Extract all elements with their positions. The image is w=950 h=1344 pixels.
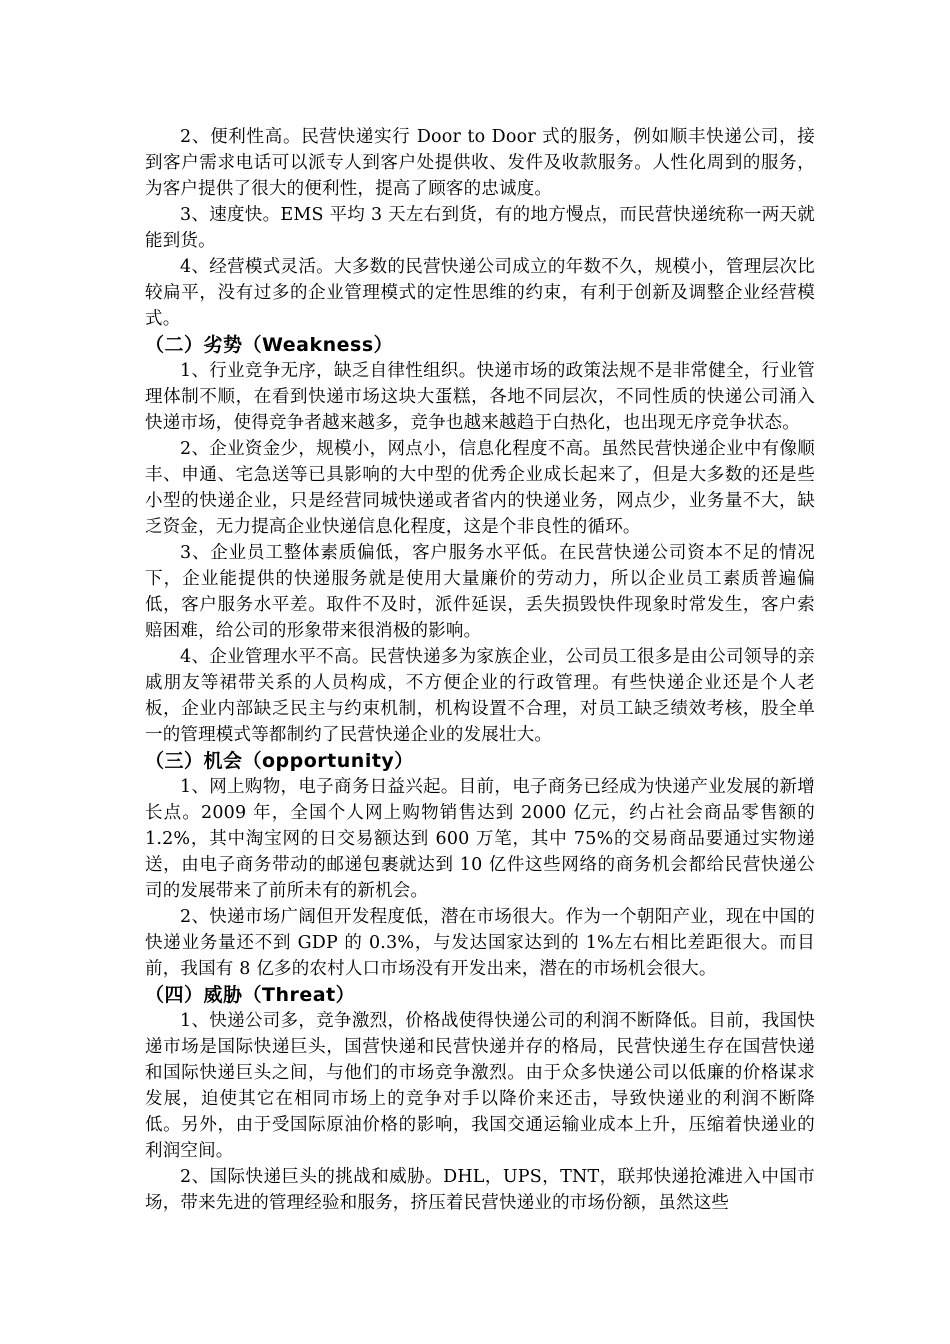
heading-threat: （四）威胁（Threat）: [145, 984, 356, 1006]
document-body: [145, 124, 815, 1216]
heading-weakness: （二）劣势（Weakness）: [145, 334, 394, 356]
paragraph-strength-3: 3、速度快。EMS 平均 3 天左右到货，有的地方慢点，而民营快递统称一两天就能到货。: [145, 205, 815, 251]
paragraph-weakness-3: 3、企业员工整体素质偏低，客户服务水平低。在民营快递公司资本不足的情况下，企业能提供的快递服务就是使用大量廉价的劳动力，所以企业员工素质普遍偏低，客户服务水平差。取件不及时，派件延误，丢失损毁快件现象时常发生，客户索赔困难，给公司的形象带来很消极的影响。: [145, 543, 815, 641]
paragraph-strength-4: 4、经营模式灵活。大多数的民营快递公司成立的年数不久，规模小，管理层次比较扁平，没有过多的企业管理模式的定性思维的约束，有利于创新及调整企业经营模式。: [145, 257, 815, 329]
paragraph-weakness-4: 4、企业管理水平不高。民营快递多为家族企业，公司员工很多是由公司领导的亲戚朋友等裙带关系的人员构成，不方便企业的行政管理。有些快递企业还是个人老板，企业内部缺乏民主与约束机制，机构设置不合理，对员工缺乏绩效考核，股全单一的管理模式等都制约了民营快递企业的发展壮大。: [145, 647, 815, 745]
paragraph-threat-2: 2、国际快递巨头的挑战和威胁。DHL，UPS，TNT，联邦快递抢滩进入中国市场，带来先进的管理经验和服务，挤压着民营快递业的市场份额，虽然这些: [145, 1167, 815, 1213]
paragraph-threat-1: 1、快递公司多，竞争激烈，价格战使得快递公司的利润不断降低。目前，我国快递市场是国际快递巨头，国营快递和民营快递并存的格局，民营快递生存在国营快递和国际快递巨头之间，与他们的市场竞争激烈。由于众多快递公司以低廉的价格谋求发展，迫使其它在相同市场上的竞争对手以降价来还击，导致快递业的利润不断降低。另外，由于受国际原油价格的影响，我国交通运输业成本上升，压缩着快递业的利润空间。: [145, 1011, 815, 1161]
paragraph-opportunity-1: 1、网上购物，电子商务日益兴起。目前，电子商务已经成为快递产业发展的新增长点。2009 年，全国个人网上购物销售达到 2000 亿元，约占社会商品零售额的 1.2%，其中淘宝网的日交易额达到 600 万笔，其中 75%的交易商品要通过实物递送，由电子商务带动的邮递包裹就达到 10 亿件这些网络的商务机会都给民营快递公司的发展带来了前所未有的新机会。: [145, 777, 815, 901]
heading-opportunity: （三）机会（opportunity）: [145, 750, 414, 772]
paragraph-weakness-1: 1、行业竞争无序，缺乏自律性组织。快递市场的政策法规不是非常健全，行业管理体制不顺，在看到快递市场这块大蛋糕，各地不同层次，不同性质的快递公司涌入快递市场，使得竞争者越来越多，竞争也越来越趋于白热化，也出现无序竞争状态。: [145, 361, 815, 433]
paragraph-opportunity-2: 2、快递市场广阔但开发程度低，潜在市场很大。作为一个朝阳产业，现在中国的快递业务量还不到 GDP 的 0.3%，与发达国家达到的 1%左右相比差距很大。而目前，我国有 8 亿多的农村人口市场没有开发出来，潜在的市场机会很大。: [145, 907, 815, 979]
paragraph-weakness-2: 2、企业资金少，规模小，网点小，信息化程度不高。虽然民营快递企业中有像顺丰、申通、宅急送等已具影响的大中型的优秀企业成长起来了，但是大多数的还是些小型的快递企业，只是经营同城快递或者省内的快递业务，网点少，业务量不大，缺乏资金，无力提高企业快递信息化程度，这是个非良性的循环。: [145, 439, 815, 537]
paragraph-strength-2: 2、便利性高。民营快递实行 Door to Door 式的服务，例如顺丰快递公司，接到客户需求电话可以派专人到客户处提供收、发件及收款服务。人性化周到的服务，为客户提供了很大的便利性，提高了顾客的忠诚度。: [145, 127, 815, 199]
